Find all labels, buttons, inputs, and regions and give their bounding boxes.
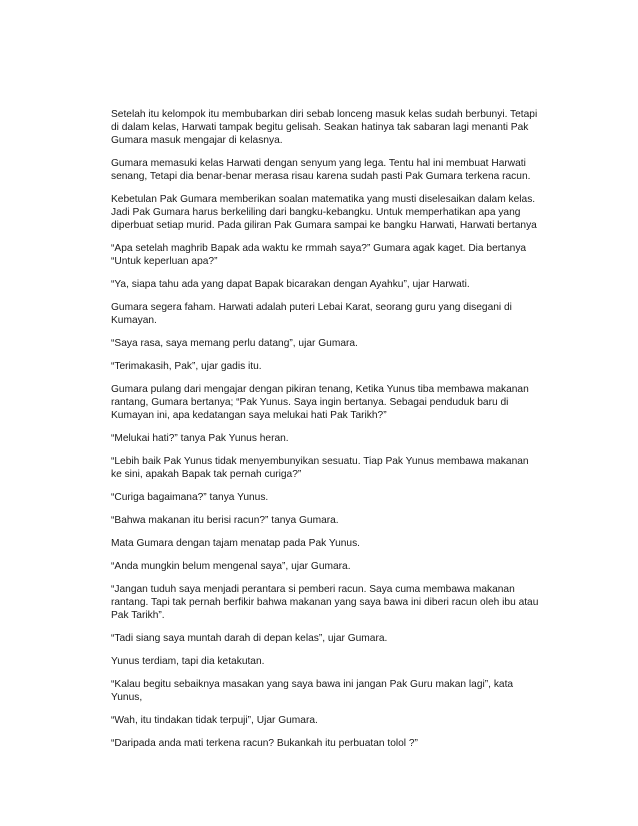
paragraph bbox=[111, 337, 531, 350]
paragraph bbox=[111, 537, 531, 550]
text-line: di dalam kelas, Harwati tampak begitu gelisah. Seakan hatinya tak sabaran lagi menanti Pak bbox=[111, 122, 529, 133]
text-line: Kumayan ini, apa kedatangan saya melukai hati Pak Tarikh?” bbox=[111, 410, 387, 421]
text-line: diperbuat setiap murid. Pada giliran Pak Gumara sampai ke bangku Harwati, Harwati bertanya bbox=[111, 220, 537, 231]
text-line: “Kalau begitu sebaiknya masakan yang saya bawa ini jangan Pak Guru makan lagi”, kata bbox=[111, 679, 514, 690]
paragraph bbox=[111, 455, 531, 481]
paragraph bbox=[111, 157, 531, 183]
paragraph bbox=[111, 560, 531, 573]
text-line: “Bahwa makanan itu berisi racun?” tanya Gumara. bbox=[111, 515, 339, 526]
paragraph bbox=[111, 242, 531, 268]
paragraph bbox=[111, 301, 531, 327]
text-line: Gumara pulang dari mengajar dengan pikiran tenang, Ketika Yunus tiba membawa makanan bbox=[111, 384, 529, 395]
text-line: Setelah itu kelompok itu membubarkan diri sebab lonceng masuk kelas sudah berbunyi. Tetapi bbox=[111, 109, 538, 120]
text-line: “Jangan tuduh saya menjadi perantara si pemberi racun. Saya cuma membawa makanan bbox=[111, 584, 515, 595]
text-line: “Ya, siapa tahu ada yang dapat Bapak bicarakan dengan Ayahku”, ujar Harwati. bbox=[111, 279, 470, 290]
paragraph bbox=[111, 737, 531, 750]
text-line: Gumara segera faham. Harwati adalah puteri Lebai Karat, seorang guru yang disegani di bbox=[111, 302, 512, 313]
paragraph bbox=[111, 432, 531, 445]
text-line: “Daripada anda mati terkena racun? Bukankah itu perbuatan tolol ?” bbox=[111, 738, 418, 749]
text-line: Pak Tarikh”. bbox=[111, 610, 165, 621]
text-line: rantang. Tapi tak pernah berfikir bahwa makanan yang saya bawa ini diberi racun oleh ibu atau bbox=[111, 597, 539, 608]
text-line: “Melukai hati?” tanya Pak Yunus heran. bbox=[111, 433, 289, 444]
text-line: Yunus terdiam, tapi dia ketakutan. bbox=[111, 656, 265, 667]
paragraph bbox=[111, 278, 531, 291]
paragraph bbox=[111, 193, 537, 232]
text-line: Gumara memasuki kelas Harwati dengan senyum yang lega. Tentu hal ini membuat Harwati bbox=[111, 158, 526, 169]
paragraph bbox=[111, 491, 531, 504]
text-line: “Tadi siang saya muntah darah di depan kelas”, ujar Gumara. bbox=[111, 633, 388, 644]
paragraph bbox=[111, 678, 531, 704]
text-line: “Lebih baik Pak Yunus tidak menyembunyikan sesuatu. Tiap Pak Yunus membawa makanan bbox=[111, 456, 529, 467]
document-body bbox=[111, 108, 539, 760]
text-line: senang, Tetapi dia benar-benar merasa risau karena sudah pasti Pak Gumara terkena racun. bbox=[111, 171, 531, 182]
text-line: “Wah, itu tindakan tidak terpuji”, Ujar Gumara. bbox=[111, 715, 318, 726]
paragraph bbox=[111, 383, 531, 422]
text-line: “Terimakasih, Pak”, ujar gadis itu. bbox=[111, 361, 262, 372]
paragraph bbox=[111, 514, 531, 527]
text-line: Yunus, bbox=[111, 692, 143, 703]
paragraph bbox=[111, 108, 538, 147]
text-line: “Apa setelah maghrib Bapak ada waktu ke rmmah saya?” Gumara agak kaget. Dia bertanya bbox=[111, 243, 527, 254]
text-line: “Curiga bagaimana?” tanya Yunus. bbox=[111, 492, 269, 503]
paragraph bbox=[111, 583, 539, 622]
text-line: ke sini, apakah Bapak tak pernah curiga?” bbox=[111, 469, 302, 480]
text-line: Jadi Pak Gumara harus berkeliling dari bangku-kebangku. Untuk memperhatikan apa yang bbox=[111, 207, 521, 218]
text-line: Gumara masuk mengajar di kelasnya. bbox=[111, 135, 283, 146]
text-line: “Anda mungkin belum mengenal saya”, ujar Gumara. bbox=[111, 561, 351, 572]
paragraph bbox=[111, 655, 531, 668]
text-line: Mata Gumara dengan tajam menatap pada Pak Yunus. bbox=[111, 538, 361, 549]
paragraph bbox=[111, 360, 531, 373]
text-line: rantang, Gumara bertanya; “Pak Yunus. Saya ingin bertanya. Sebagai penduduk baru di bbox=[111, 397, 509, 408]
text-line: Kumayan. bbox=[111, 315, 157, 326]
paragraph bbox=[111, 714, 531, 727]
text-line: Kebetulan Pak Gumara memberikan soalan matematika yang musti diselesaikan dalam kelas. bbox=[111, 194, 536, 205]
text-line: “Saya rasa, saya memang perlu datang”, ujar Gumara. bbox=[111, 338, 358, 349]
text-line: “Untuk keperluan apa?” bbox=[111, 256, 218, 267]
paragraph bbox=[111, 632, 531, 645]
